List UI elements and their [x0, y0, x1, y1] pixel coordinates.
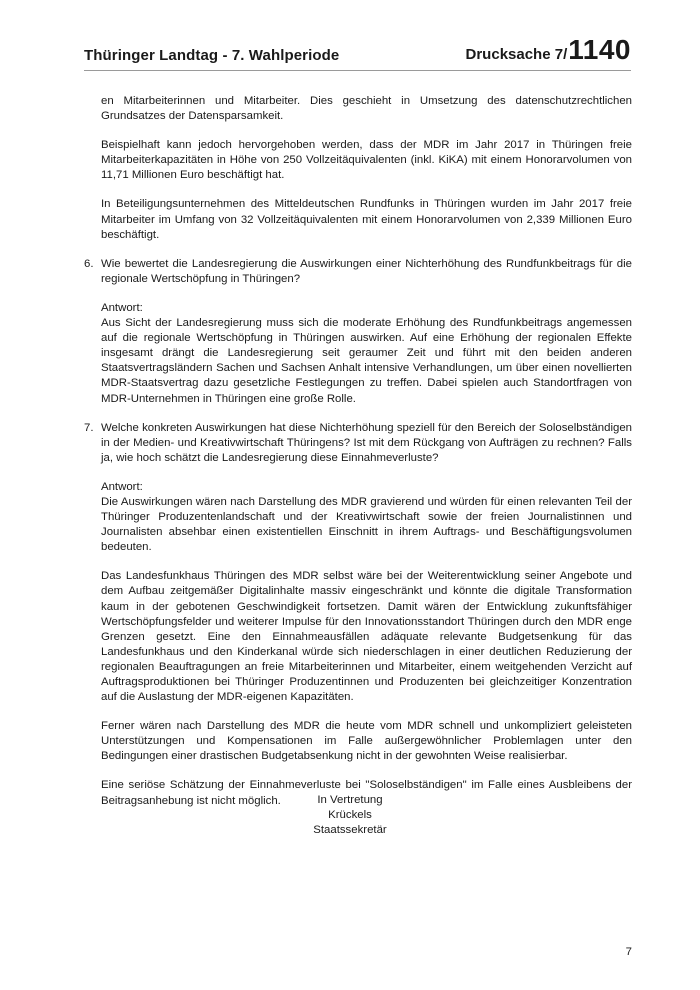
header-title: Thüringer Landtag - 7. Wahlperiode	[84, 47, 340, 64]
signature-name: Krückels	[328, 809, 372, 822]
signature-line: In Vertretung	[317, 794, 383, 806]
page-header	[84, 36, 631, 71]
question-item-7	[84, 421, 632, 809]
intro-paragraph: Beispielhaft kann jedoch hervorgehoben werden, dass der MDR im Jahr 2017 in Thüringen freie Mitarbeiterkapazitäten in Höhe von 250 Vollzeitäquivalenten (inkl. KiKA) mit einem Honorarvolumen von 11,71 Millionen Euro beschäftigt hat.	[101, 139, 632, 182]
answer-label: Antwort:	[101, 480, 143, 493]
answer-paragraph: Ferner wären nach Darstellung des MDR die heute vom MDR schnell und unkompliziert geleisteten Unterstützungen und Kompensationen im Falle außergewöhnlicher Problemlagen unter den Bedingungen einer drastischen Budgetabsenkung nicht in der gewohnten Weise realisierbar.	[101, 720, 632, 763]
drucksache-label: Drucksache 7/	[465, 46, 568, 63]
answer-paragraph: Aus Sicht der Landesregierung muss sich die moderate Erhöhung des Rundfunkbeitrags angemessen auf die regionale Wertschöpfung in Thüringen auswirken. Auf eine Erhöhung der regionalen Effekte insgesamt drängt die Landesregierung seit geraumer Zeit und führt mit den beiden anderen Staatsvertragsländern Sachen und Sachsen Anhalt intensive Verhandlungen, um über einen novellierten MDR-Staatsvertrag dazu gesetzliche Festlegungen zu treffen. Dabei spielen auch Standortfragen von MDR-Unternehmen in Thüringen eine große Rolle.	[101, 317, 632, 405]
intro-paragraph: In Beteiligungsunternehmen des Mitteldeutschen Rundfunks in Thüringen wurden im Jahr 2017 freie Mitarbeiter im Umfang von 32 Vollzeitäquivalenten mit einem Honorarvolumen von 2,339 Millionen Euro beschäftigt.	[101, 198, 632, 241]
signature-role: Staatssekretär	[313, 824, 387, 837]
question-text: Welche konkreten Auswirkungen hat diese Nichterhöhung speziell für den Bereich der Soloselbständigen in der Medien- und Kreativwirtschaft Thüringens? Ist mit dem Rückgang von Aufträgen zu rechnen? Falls ja, wie hoch schätzt die Landesregierung diese Einnahmeverluste?	[101, 421, 632, 464]
question-number: 7.	[84, 421, 94, 434]
question-item-6	[84, 257, 632, 407]
answer-label: Antwort:	[101, 301, 143, 314]
page-number: 7	[625, 946, 632, 958]
answer-paragraph: Das Landesfunkhaus Thüringen des MDR selbst wäre bei der Weiterentwicklung seiner Angebote und dem Aufbau zeitgemäßer Digitalinhalte massiv eingeschränkt und könnte die digitale Transformation kaum in der gebotenen Geschwindigkeit fortsetzen. Damit wären der Entwicklung zukunftsfähiger Wertschöpfungsfelder und weiterer Impulse für den Innovationsstandort Thüringen durch den MDR enge Grenzen gesetzt. Eine den Einnahmeausfällen adäquate relevante Budgetsenkung für das Landesfunkhaus und den Kinderkanal würde sich niederschlagen in einer deutlichen Reduzierung der regionalen Beauftragungen an freie Mitarbeiterinnen und Mitarbeiter, einem weitgehenden Verzicht auf Auftragsproduktionen bei Thüringer Produzentinnen und Produzenten bei gleichzeitiger Konzentration auf die Auslastung der MDR-eigenen Kapazitäten.	[101, 570, 632, 704]
answer-paragraph: Eine seriöse Schätzung der Einnahmeverluste bei "Soloselbständigen" im Falle eines Ausbleibens der Beitragsanhebung ist nicht möglich.	[101, 779, 632, 807]
question-text: Wie bewertet die Landesregierung die Auswirkungen einer Nichterhöhung des Rundfunkbeitrags für die regionale Wertschöpfung in Thüringen?	[101, 257, 632, 285]
intro-paragraph: en Mitarbeiterinnen und Mitarbeiter. Dies geschieht in Umsetzung des datenschutzrechtlichen Grundsatzes der Datensparsamkeit.	[101, 95, 632, 123]
drucksache-reference	[466, 34, 631, 66]
intro-section	[101, 94, 632, 243]
document-body	[84, 94, 632, 823]
signature-block	[0, 793, 700, 839]
answer-paragraph: Die Auswirkungen wären nach Darstellung des MDR gravierend und würden für einen relevanten Teil der Thüringer Produzentenlandschaft und der Kreativwirtschaft sowie der freien Journalistinnen und Journalisten absehbar einen existentiellen Einschnitt in ihrem Auftrags- und Beschäftigungsvolumen bedeuten.	[101, 495, 632, 554]
drucksache-number: 1140	[568, 34, 631, 65]
question-number: 6.	[84, 257, 94, 270]
